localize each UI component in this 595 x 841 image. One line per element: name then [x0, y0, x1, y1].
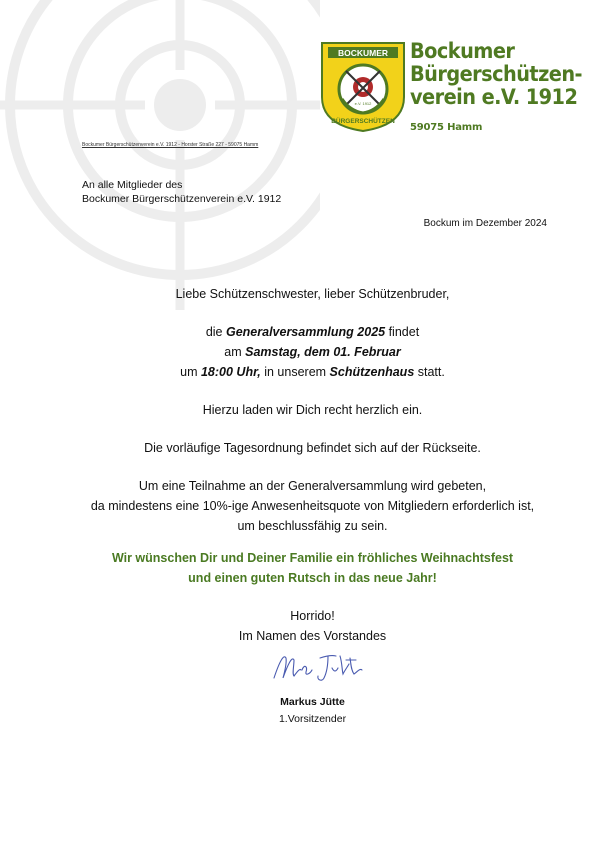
recipient-address: [82, 178, 281, 206]
target-watermark: [0, 0, 320, 310]
invitation-text: Hierzu laden wir Dich recht herzlich ein.: [202, 403, 423, 417]
attendance-request-1: Um eine Teilnahme an der Generalversammlung wird gebeten,: [138, 479, 487, 493]
attendance-request-2: da mindestens eine 10%-ige Anwesenheitsquote von Mitgliedern erforderlich ist,: [90, 499, 535, 513]
sender-address-line: Bockumer Bürgerschützenverein e.V. 1912 - Horster Straße 227 - 59075 Hamm: [82, 142, 259, 148]
signatory-title: 1.Vorsitzender: [278, 713, 347, 725]
club-name-line-2: Bürgerschützen-: [410, 62, 583, 86]
club-name-line-1: Bockumer: [410, 39, 515, 63]
meeting-line-1: die Generalversammlung 2025 findet: [205, 325, 420, 339]
logo-top-text: BOCKUMER: [337, 48, 389, 58]
logo-bottom-text: BÜRGERSCHÜTZEN: [331, 118, 395, 125]
logo-inner-text: e.V. 1912: [354, 101, 372, 106]
meeting-time: 18:00 Uhr,: [200, 365, 261, 379]
meeting-line-3: um 18:00 Uhr, in unserem Schützenhaus statt.: [180, 365, 445, 379]
handwritten-signature: [270, 650, 370, 684]
club-logo: [320, 41, 406, 133]
attendance-request-3: um beschlussfähig zu sein.: [237, 519, 388, 533]
meeting-location: Schützenhaus: [329, 365, 415, 379]
club-city: 59075 Hamm: [410, 122, 483, 133]
holiday-wish-1: Wir wünschen Dir und Deiner Familie ein fröhliches Weihnachtsfest: [111, 551, 514, 565]
club-name: [410, 40, 595, 109]
letter-date: Bockum im Dezember 2024: [423, 218, 547, 229]
salutation: Liebe Schützenschwester, lieber Schützenbruder,: [175, 287, 450, 301]
signatory-name: Markus Jütte: [280, 696, 345, 708]
meeting-date: Samstag, dem 01. Februar: [245, 345, 401, 359]
agenda-note: Die vorläufige Tagesordnung befindet sich auf der Rückseite.: [144, 441, 481, 455]
closing-board: Im Namen des Vorstandes: [238, 629, 387, 643]
meeting-name: Generalversammlung 2025: [225, 325, 386, 339]
meeting-line-2: am Samstag, dem 01. Februar: [224, 345, 401, 359]
club-name-line-3: verein e.V. 1912: [410, 85, 578, 109]
letter-body: [40, 284, 585, 646]
recipient-line-2: Bockumer Bürgerschützenverein e.V. 1912: [82, 193, 282, 205]
closing-horrido: Horrido!: [290, 609, 335, 623]
holiday-wish-2: und einen guten Rutsch in das neue Jahr!: [188, 571, 437, 585]
recipient-line-1: An alle Mitglieder des: [82, 179, 183, 191]
